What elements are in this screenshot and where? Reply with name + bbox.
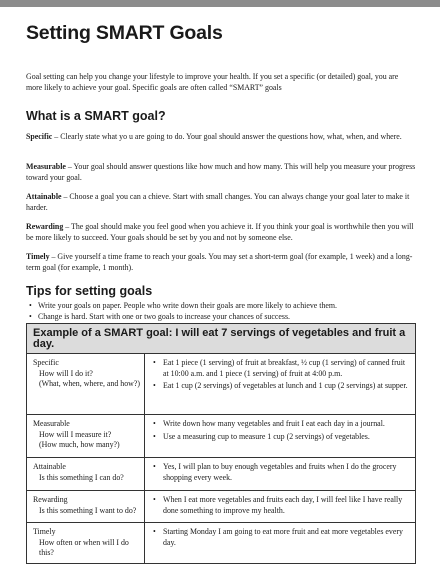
smart-example-table xyxy=(26,323,416,564)
row-name: Timely xyxy=(33,527,56,536)
table-row xyxy=(27,354,416,415)
row-question: How will I measure it? xyxy=(39,429,112,439)
definition-term: Specific xyxy=(26,132,53,141)
row-question: How will I do it? xyxy=(39,368,93,378)
page-title: Setting SMART Goals xyxy=(26,22,223,44)
row-label-cell xyxy=(27,491,145,523)
definition-term: Rewarding xyxy=(26,222,64,231)
answer-item: • Starting Monday I am going to eat more fruit and eat more vegetables every day. xyxy=(151,527,411,548)
row-question: How often or when will I do this? xyxy=(39,537,129,557)
definition-text: – Choose a goal you can a chieve. Start with small changes. You can always change your goal later to make it harder. xyxy=(26,192,410,212)
tip-item: • Change is hard. Start with one or two goals to increase your chances of success. xyxy=(26,311,416,322)
row-name: Attainable xyxy=(33,462,66,471)
answer-item: • Write down how many vegetables and fruit I eat each day in a journal. xyxy=(151,419,411,430)
row-label-cell xyxy=(27,523,145,564)
intro-paragraph: Goal setting can help you change your lifestyle to improve your health. If you set a specific (or detailed) goal, you are more likely to achieve your goal. Specific goals are often called “SMART” goals xyxy=(26,72,399,92)
row-answer-cell xyxy=(145,354,416,415)
answer-item: • When I eat more vegetables and fruits each day, I will feel like I have really done something to improve my health. xyxy=(151,495,411,516)
row-name: Measurable xyxy=(33,419,70,428)
top-rule xyxy=(0,0,440,7)
row-answer-cell xyxy=(145,458,416,491)
answer-item: • Use a measuring cup to measure 1 cup (2 servings) of vegetables. xyxy=(151,432,411,443)
row-question: (How much, how many?) xyxy=(39,440,120,449)
row-name: Specific xyxy=(33,358,59,367)
answer-item: • Eat 1 piece (1 serving) of fruit at breakfast, ½ cup (1 serving) of canned fruit at 10:00 a.m. and 1 piece (1 serving) of fruit at 4:00 p.m. xyxy=(151,358,411,379)
answer-item: • Eat 1 cup (2 servings) of vegetables at lunch and 1 cup (2 servings) at supper. xyxy=(151,381,411,392)
tips-list xyxy=(26,300,416,322)
definition-term: Attainable xyxy=(26,192,62,201)
row-answer-cell xyxy=(145,491,416,523)
definition-text: – The goal should make you feel good when you achieve it. If you think your goal is worthwhile then you will be more likely to succeed. Your goals should be set by you and not by someone else. xyxy=(26,222,414,242)
row-question: Is this something I can do? xyxy=(39,472,124,482)
definition-text: – Give yourself a time frame to reach your goals. You may set a short-term goal (for example, 1 week) and a long-term goal (for example, 1 month). xyxy=(26,252,413,272)
definition-text: – Clearly state what yo u are going to do. Your goal should answer the questions how, what, when, and where. xyxy=(52,132,402,141)
definition-specific xyxy=(26,131,416,142)
answer-item: • Yes, I will plan to buy enough vegetables and fruits when I do the grocery shopping every week. xyxy=(151,462,411,483)
definition-term: Measurable xyxy=(26,162,66,171)
row-name: Rewarding xyxy=(33,495,68,504)
row-question: (What, when, where, and how?) xyxy=(39,379,141,388)
table-row xyxy=(27,523,416,564)
table-row xyxy=(27,491,416,523)
definition-text: – Your goal should answer questions like how much and how many. This will help you measure your progress toward your goal. xyxy=(26,162,416,182)
row-answer-cell xyxy=(145,523,416,564)
definition-term: Timely xyxy=(26,252,50,261)
definition-measurable xyxy=(26,161,416,183)
row-answer-cell xyxy=(145,415,416,458)
tips-heading: Tips for setting goals xyxy=(26,284,153,298)
definition-rewarding xyxy=(26,221,416,243)
row-label-cell xyxy=(27,458,145,491)
row-question: Is this something I want to do? xyxy=(39,505,137,515)
definition-timely xyxy=(26,251,416,273)
row-label-cell xyxy=(27,415,145,458)
table-row xyxy=(27,458,416,491)
table-row xyxy=(27,415,416,458)
example-header: Example of a SMART goal: I will eat 7 servings of vegetables and fruit a day. xyxy=(27,324,416,354)
tip-item: • Write your goals on paper. People who write down their goals are more likely to achieve them. xyxy=(26,300,416,311)
definition-attainable xyxy=(26,191,416,213)
what-heading: What is a SMART goal? xyxy=(26,109,166,123)
row-label-cell xyxy=(27,354,145,415)
